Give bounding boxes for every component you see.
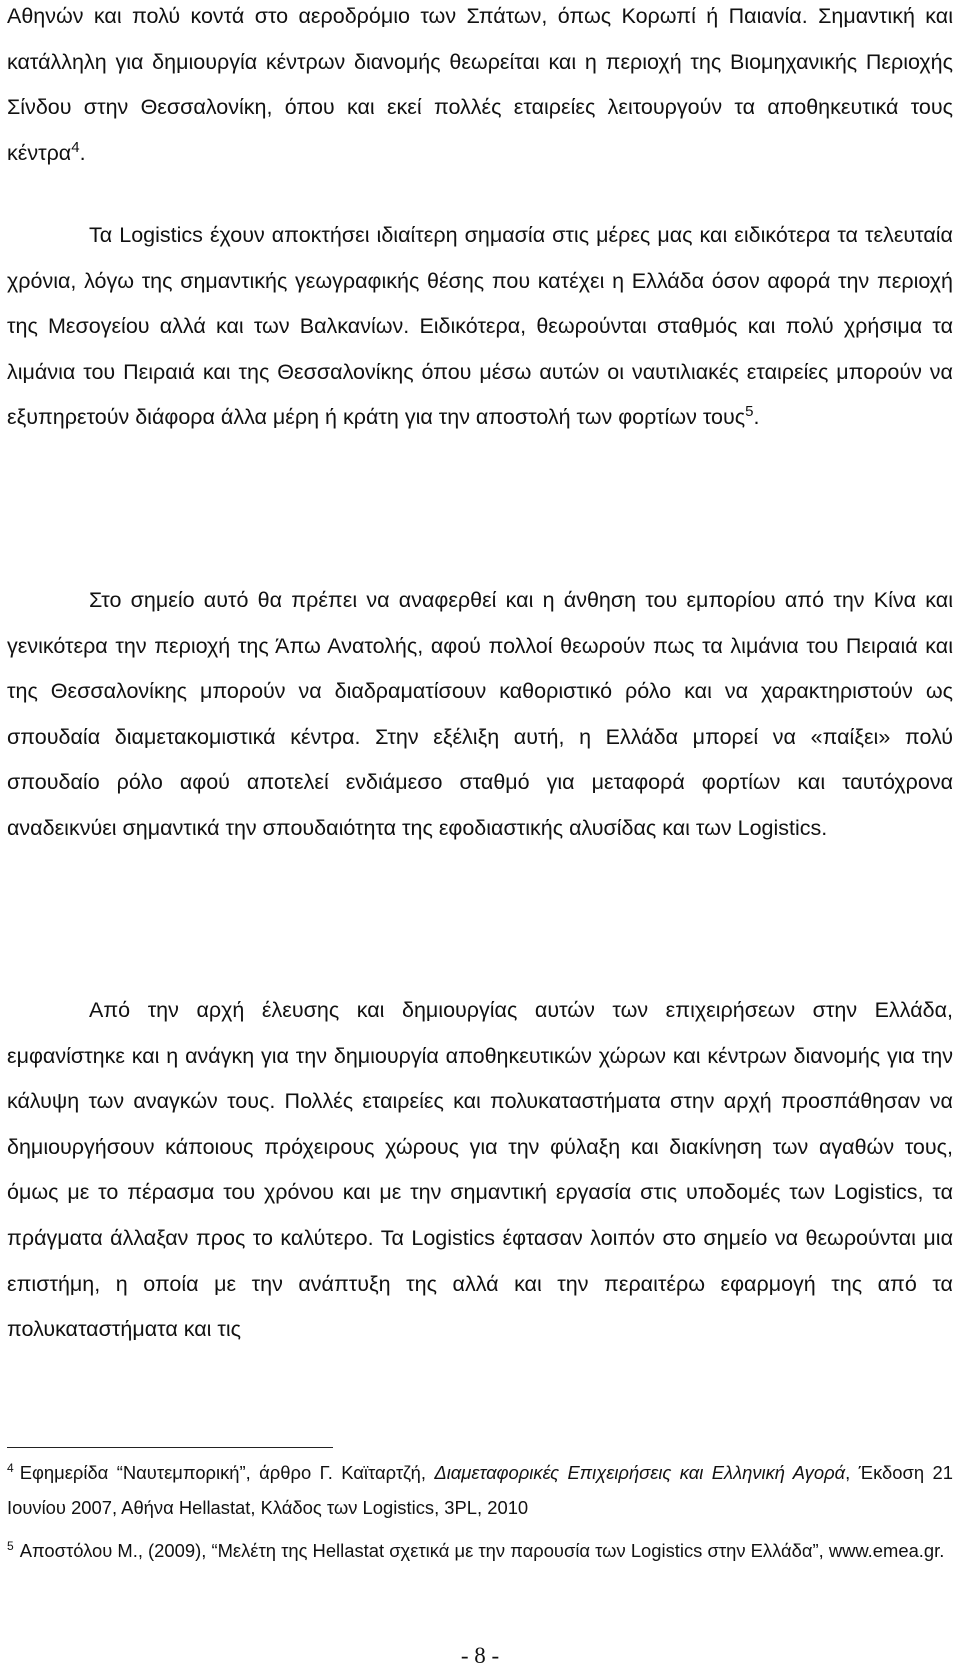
footnote-4 (7, 1456, 953, 1525)
paragraph-text: Τα Logistics έχουν αποκτήσει ιδιαίτερη σημασία στις μέρες μας και ειδικότερα τα τελευταία χρόνια, λόγω της σημαντικής γεωγραφικής θέσης που κατέχει η Ελλάδα όσον αφορά την περιοχή της Μεσογείου αλλά και των Βαλκανίων. Ειδικότερα, θεωρούνται σταθμός και πολύ χρήσιμα τα λιμάνια του Πειραιά και της Θεσσαλονίκης όπου μέσω αυτών οι ναυτιλιακές εταιρείες μπορούν να εξυπηρετούν διάφορα άλλα μέρη ή κράτη για την αποστολή των φορτίων τους (7, 223, 953, 430)
footnote-reference[interactable]: 4 (71, 138, 80, 156)
footnote-number: 4 (7, 1460, 14, 1475)
footnote-reference[interactable]: 5 (745, 403, 754, 421)
footnote-separator (7, 1447, 333, 1448)
page-number: - 8 - (460, 1643, 500, 1668)
paragraph-punctuation: . (753, 405, 760, 430)
paragraph-continued (7, 0, 953, 176)
footnote-article-title: Διαμεταφορικές Επιχειρήσεις και Ελληνική Αγορά (434, 1462, 846, 1483)
document-page (7, 0, 953, 1678)
footnote-text: , Έκδοση 21 Ιουνίου 2007, Αθήνα Hellastat, Κλάδος των Logistics, 3PL, 2010 (7, 1462, 953, 1518)
footnotes (7, 1456, 953, 1578)
paragraph-text: Στο σημείο αυτό θα πρέπει να αναφερθεί και η άνθηση του εμπορίου από την Κίνα και γενικότερα την περιοχή της Άπω Ανατολής, αφού πολλοί θεωρούν πως τα λιμάνια του Πειραιά και της Θεσσαλονίκης μπορούν να διαδραματίσουν καθοριστικό ρόλο και να χαρακτηριστούν ως σπουδαία διαμετακομιστικά κέντρα. Στην εξέλιξη αυτή, η Ελλάδα μπορεί να «παίξει» πολύ σπουδαίο ρόλο αφού αποτελεί ενδιάμεσο σταθμό για μεταφορά φορτίων και ταυτόχρονα αναδεικνύει σημαντικά την σπουδαιότητα της εφοδιαστικής αλυσίδας και των Logistics. (7, 588, 953, 840)
paragraph-punctuation: . (79, 140, 86, 165)
paragraph-warehouses (7, 988, 953, 1353)
footnote-number: 5 (7, 1538, 14, 1553)
paragraph-text: Αθηνών και πολύ κοντά στο αεροδρόμιο των Σπάτων, όπως Κορωπί ή Παιανία. Σημαντική και κατάλληλη για δημιουργία κέντρων διανομής θεωρείται και η περιοχή της Βιομηχανικής Περιοχής Σίνδου στην Θεσσαλονίκη, όπου και εκεί πολλές εταιρείες λειτουργούν τα αποθηκευτικά τους κέντρα (7, 4, 953, 165)
footnote-text: Εφημερίδα “Ναυτεμπορική”, άρθρο Γ. Καϊταρτζή, (19, 1462, 435, 1483)
paragraph-text: Από την αρχή έλευσης και δημιουργίας αυτών των επιχειρήσεων στην Ελλάδα, εμφανίστηκε και η ανάγκη για την δημιουργία αποθηκευτικών χώρων και κέντρων διανομής για την κάλυψη των αναγκών τους. Πολλές εταιρείες και πολυκαταστήματα στην αρχή προσπάθησαν να δημιουργήσουν κάποιους πρόχειρους χώρους για την φύλαξη και διακίνηση των αγαθών τους, όμως με το πέρασμα του χρόνου και με την σημαντική εργασία στις υποδομές των Logistics, τα πράγματα άλλαξαν προς το καλύτερο. Τα Logistics έφτασαν λοιπόν στο σημείο να θεωρούνται μια επιστήμη, η οποία με την ανάπτυξη της αλλά και την περαιτέρω εφαρμογή της από τα πολυκαταστήματα και τις (7, 998, 953, 1342)
footnote-text: Αποστόλου Μ., (2009), “Μελέτη της Hellastat σχετικά με την παρουσία των Logistics στην Ελλάδα”, www.emea.gr. (19, 1540, 945, 1561)
footnote-5 (7, 1534, 953, 1569)
paragraph-logistics-importance (7, 213, 953, 441)
paragraph-china-trade (7, 578, 953, 852)
